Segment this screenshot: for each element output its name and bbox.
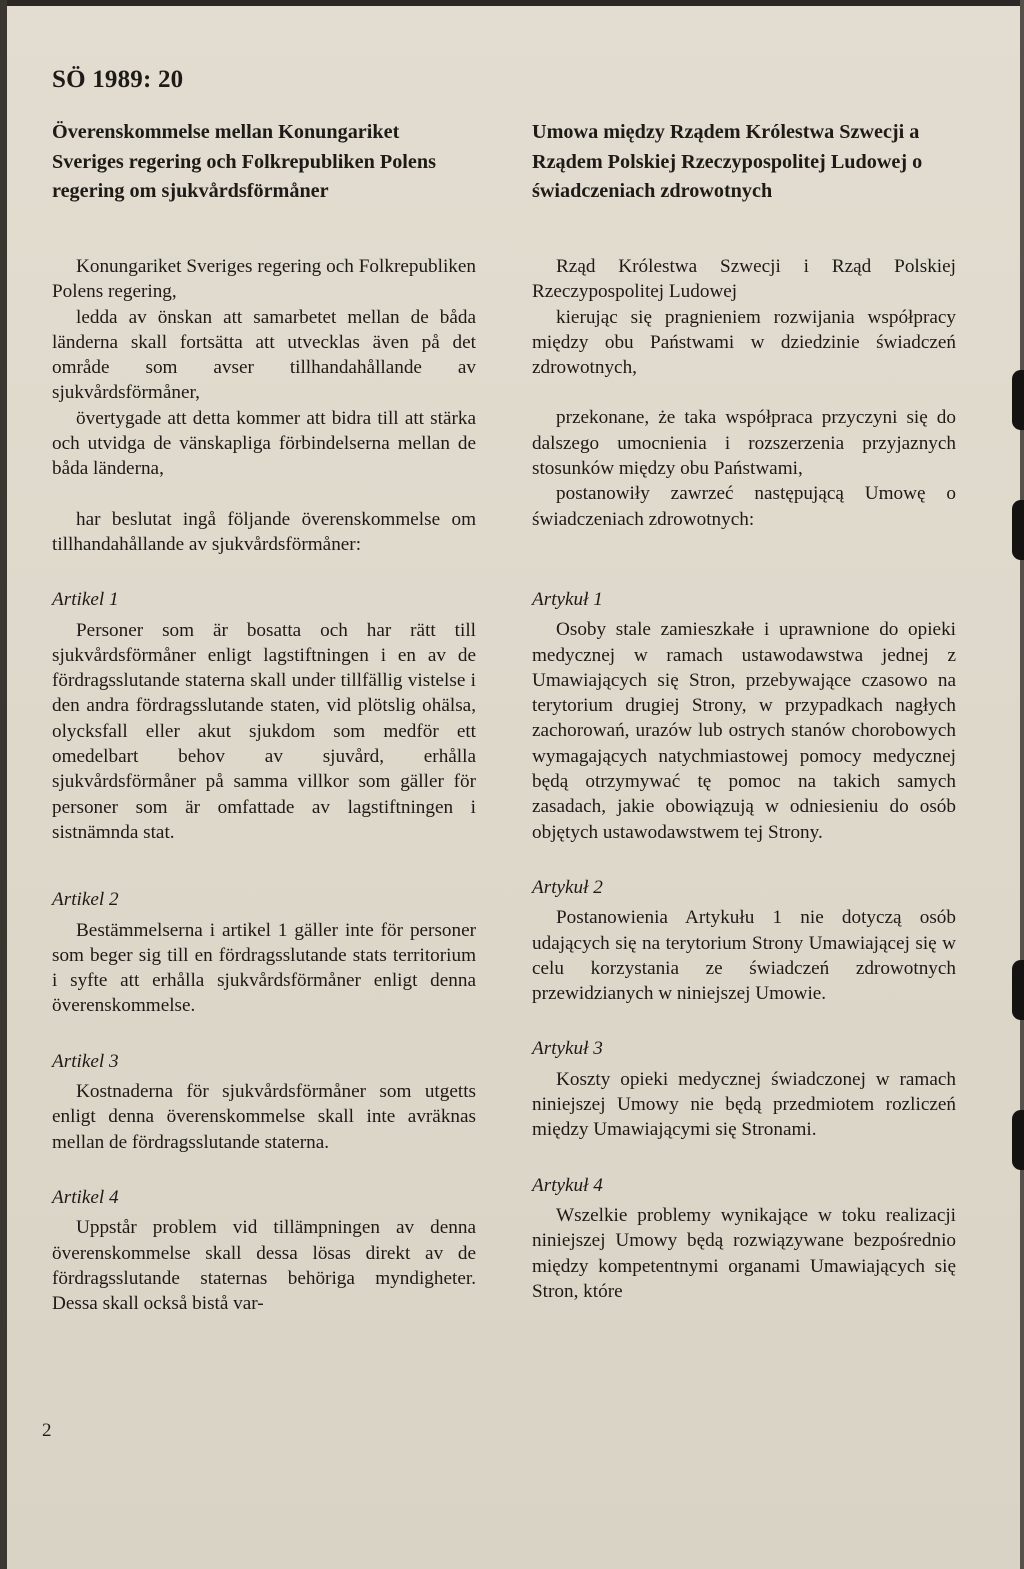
swedish-article-1-heading: Artikel 1 bbox=[52, 589, 119, 611]
polish-column bbox=[532, 118, 956, 1304]
polish-agreed: postanowiły zawrzeć następującą Umowę o świadczeniach zdrowotnych: bbox=[532, 483, 956, 530]
polish-article-2-heading: Artykuł 2 bbox=[532, 876, 603, 898]
scan-border-right bbox=[1020, 0, 1024, 1569]
swedish-article-2-text: Bestämmelserna i artikel 1 gäller inte för personer som beger sig till en fördragsslutande stats territorium i syfte att erhålla sjukvårdsförmåner enligt denna överenskommelse. bbox=[52, 919, 476, 1017]
polish-article-4-text: Wszelkie problemy wynikające w toku realizacji niniejszej Umowy będą rozwiązywane bezpośrednio między kompetentnymi organami Umawiających się Stron, które bbox=[532, 1204, 956, 1302]
swedish-title: Överenskommelse mellan Konungariket Sveriges regering och Folkrepubliken Polens regering om sjukvårdsförmåner bbox=[52, 121, 436, 202]
polish-parties: Rząd Królestwa Szwecji i Rząd Polskiej Rzeczypospolitej Ludowej bbox=[532, 256, 956, 303]
scan-border-left bbox=[0, 0, 7, 1569]
polish-article-3-text: Koszty opieki medycznej świadczonej w ramach niniejszej Umowy nie będą przedmiotem rozliczeń między Umawiającymi się Stronami. bbox=[532, 1068, 956, 1141]
polish-desiring: kierując się pragnieniem rozwijania współpracy między obu Państwami w dziedzinie świadczeń zdrowotnych, bbox=[532, 306, 956, 379]
swedish-article-3-heading: Artikel 3 bbox=[52, 1050, 119, 1072]
swedish-article-4-text: Uppstår problem vid tillämpningen av denna överenskommelse skall dessa lösas direkt av de fördragsslutande staternas behöriga myndigheter. Dessa skall också bistå var- bbox=[52, 1217, 476, 1315]
polish-title: Umowa między Rządem Królestwa Szwecji a Rządem Polskiej Rzeczypospolitej Ludowej o świadczeniach zdrowotnych bbox=[532, 121, 923, 202]
polish-convinced: przekonane, że taka współpraca przyczyni się do dalszego umocnienia i rozszerzenia przyjaznych stosunków między obu Państwami, bbox=[532, 407, 956, 480]
swedish-column bbox=[52, 118, 476, 1316]
polish-article-3-heading: Artykuł 3 bbox=[532, 1038, 603, 1060]
polish-article-4-heading: Artykuł 4 bbox=[532, 1174, 603, 1196]
swedish-desiring: ledda av önskan att samarbetet mellan de båda länderna skall fortsätta att utvecklas även på det område som avser tillhandahållande av sjukvårdsförmåner, bbox=[52, 306, 476, 404]
swedish-agreed: har beslutat ingå följande överenskommelse om tillhandahållande av sjukvårdsförmåner: bbox=[52, 508, 476, 555]
swedish-parties: Konungariket Sveriges regering och Folkrepubliken Polens regering, bbox=[52, 256, 476, 303]
polish-article-2-text: Postanowienia Artykułu 1 nie dotyczą osób udających się na terytorium Strony Umawiającej się w celu korzystania ze świadczeń zdrowotnych przewidzianych w niniejszej Umowie. bbox=[532, 907, 956, 1005]
polish-article-1-heading: Artykuł 1 bbox=[532, 588, 603, 610]
polish-article-1-text: Osoby stale zamieszkałe i uprawnione do opieki medycznej w ramach ustawodawstwa jednej z Umawiających się Stron, przebywające czasowo na terytorium drugiej Strony, w przypadkach nagłych zachorowań, urazów lub ostrych stanów chorobowych wymagających natychmiastowej pomocy medycznej będą otrzymywać tę pomoc na takich samych zasadach, jakie obowiązują w odniesieniu do osób objętych ustawodawstwem tej Strony. bbox=[532, 619, 956, 843]
swedish-article-4-heading: Artikel 4 bbox=[52, 1186, 119, 1208]
binding-hole-mark bbox=[1012, 500, 1024, 560]
swedish-article-2-heading: Artikel 2 bbox=[52, 889, 119, 911]
swedish-convinced: övertygade att detta kommer att bidra till att stärka och utvidga de vänskapliga förbindelserna mellan de båda länderna, bbox=[52, 407, 476, 480]
document-reference: SÖ 1989: 20 bbox=[52, 66, 184, 93]
page-number: 2 bbox=[42, 1420, 52, 1441]
binding-hole-mark bbox=[1012, 960, 1024, 1020]
scan-border-top bbox=[0, 0, 1024, 6]
swedish-article-1-text: Personer som är bosatta och har rätt till sjukvårdsförmåner enligt lagstiftningen i en av de fördragsslutande staterna skall under tillfällig vistelse i den andra fördragsslutande staten, vid plötslig ohälsa, olycksfall eller akut sjukdom som medför ett omedelbart behov av sjuvård, erhålla sjukvårdsförmåner på samma villkor som gäller för personer som är omfattade av lagstiftningen i sistnämnda stat. bbox=[52, 619, 476, 843]
binding-hole-mark bbox=[1012, 1110, 1024, 1170]
binding-hole-mark bbox=[1012, 370, 1024, 430]
swedish-article-3-text: Kostnaderna för sjukvårdsförmåner som utgetts enligt denna överenskommelse skall inte avräknas mellan de fördragsslutande staterna. bbox=[52, 1081, 476, 1153]
